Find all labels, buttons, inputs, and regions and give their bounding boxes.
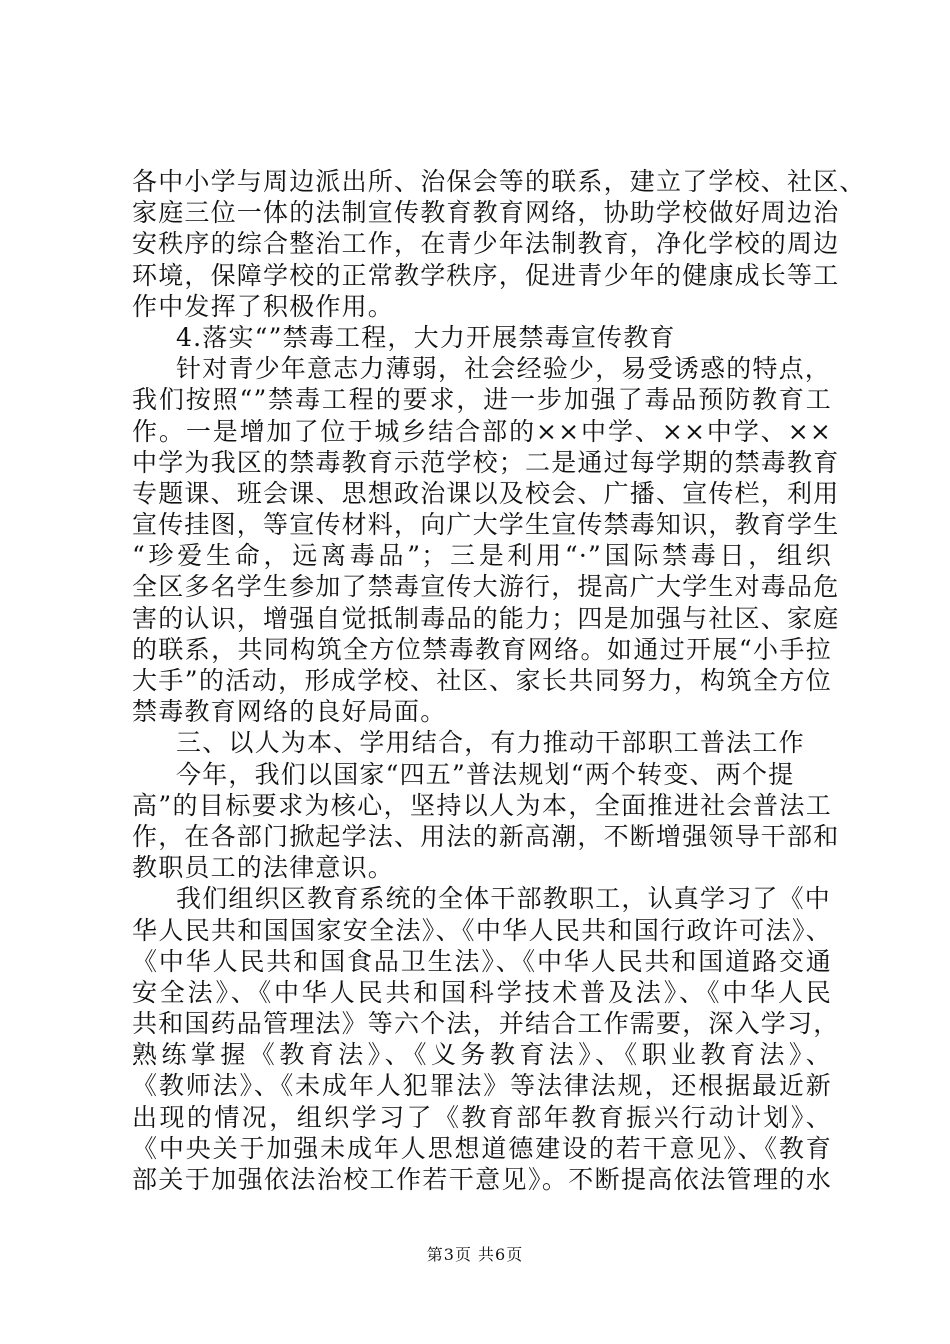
text-line: 我们按照“”禁毒工程的要求，进一步加强了毒品预防教育工 [132,385,832,415]
text-line: 作。一是增加了位于城乡结合部的××中学、××中学、×× [132,416,832,446]
text-line: 《中央关于加强未成年人思想道德建设的若干意见》、《教育 [132,1133,832,1163]
text-line: 教职员工的法律意识。 [132,853,395,883]
text-line: 害的认识，增强自觉抵制毒品的能力；四是加强与社区、家庭 [132,603,840,633]
section-heading: 4.落实“”禁毒工程，大力开展禁毒宣传教育 [176,322,676,352]
text-line: 全区多名学生参加了禁毒宣传大游行，提高广大学生对毒品危 [132,572,840,602]
text-line: 针对青少年意志力薄弱，社会经验少，易受诱惑的特点， [176,354,832,384]
text-line: 宣传挂图，等宣传材料，向广大学生宣传禁毒知识，教育学生 [132,510,840,540]
text-line: 禁毒教育网络的良好局面。 [132,697,447,727]
text-line: 中学为我区的禁毒教育示范学校；二是通过每学期的禁毒教育 [132,447,840,477]
text-line: 《教师法》、《未成年人犯罪法》等法律法规，还根据最近新 [132,1071,832,1101]
text-line: 出现的情况，组织学习了《教育部年教育振兴行动计划》、 [132,1102,832,1132]
document-body [132,166,866,1195]
text-line: 作，在各部门掀起学法、用法的新高潮，不断增强领导干部和 [132,821,840,851]
text-line: 《中华人民共和国食品卫生法》、《中华人民共和国道路交通 [132,946,832,976]
text-line: 专题课、班会课、思想政治课以及校会、广播、宣传栏，利用 [132,478,840,508]
text-line: 华人民共和国国家安全法》、《中华人民共和国行政许可法》、 [132,915,832,945]
text-line: 我们组织区教育系统的全体干部教职工，认真学习了《中 [176,884,832,914]
page-number-footer: 第3页 共6页 [426,1245,524,1264]
text-line: 环境，保障学校的正常教学秩序，促进青少年的健康成长等工 [132,260,840,290]
text-line: 各中小学与周边派出所、治保会等的联系，建立了学校、社区、 [132,167,866,196]
text-line: 今年，我们以国家“四五”普法规划“两个转变、两个提 [176,759,795,789]
text-line: 安秩序的综合整治工作，在青少年法制教育，净化学校的周边 [132,229,840,259]
text-line: 高”的目标要求为核心，坚持以人为本，全面推进社会普法工 [132,790,832,820]
text-line: 共和国药品管理法》等六个法，并结合工作需要，深入学习， [132,1009,840,1039]
text-line: 作中发挥了积极作用。 [132,291,395,321]
section-heading: 三、以人为本、学用结合，有力推动干部职工普法工作 [176,728,805,758]
text-line: 家庭三位一体的法制宣传教育教育网络，协助学校做好周边治 [132,198,840,228]
text-line: 熟练掌握《教育法》、《义务教育法》、《职业教育法》、 [132,1040,832,1070]
text-line: 的联系，共同构筑全方位禁毒教育网络。如通过开展“小手拉 [132,634,832,664]
text-line: 大手”的活动，形成学校、社区、家长共同努力，构筑全方位 [132,666,832,695]
text-line: 部关于加强依法治校工作若干意见》。不断提高依法管理的水 [132,1165,832,1194]
text-line: 安全法》、《中华人民共和国科学技术普及法》、《中华人民 [132,977,832,1007]
text-line: “珍爱生命，远离毒品”；三是利用“·”国际禁毒日，组织 [132,541,832,571]
